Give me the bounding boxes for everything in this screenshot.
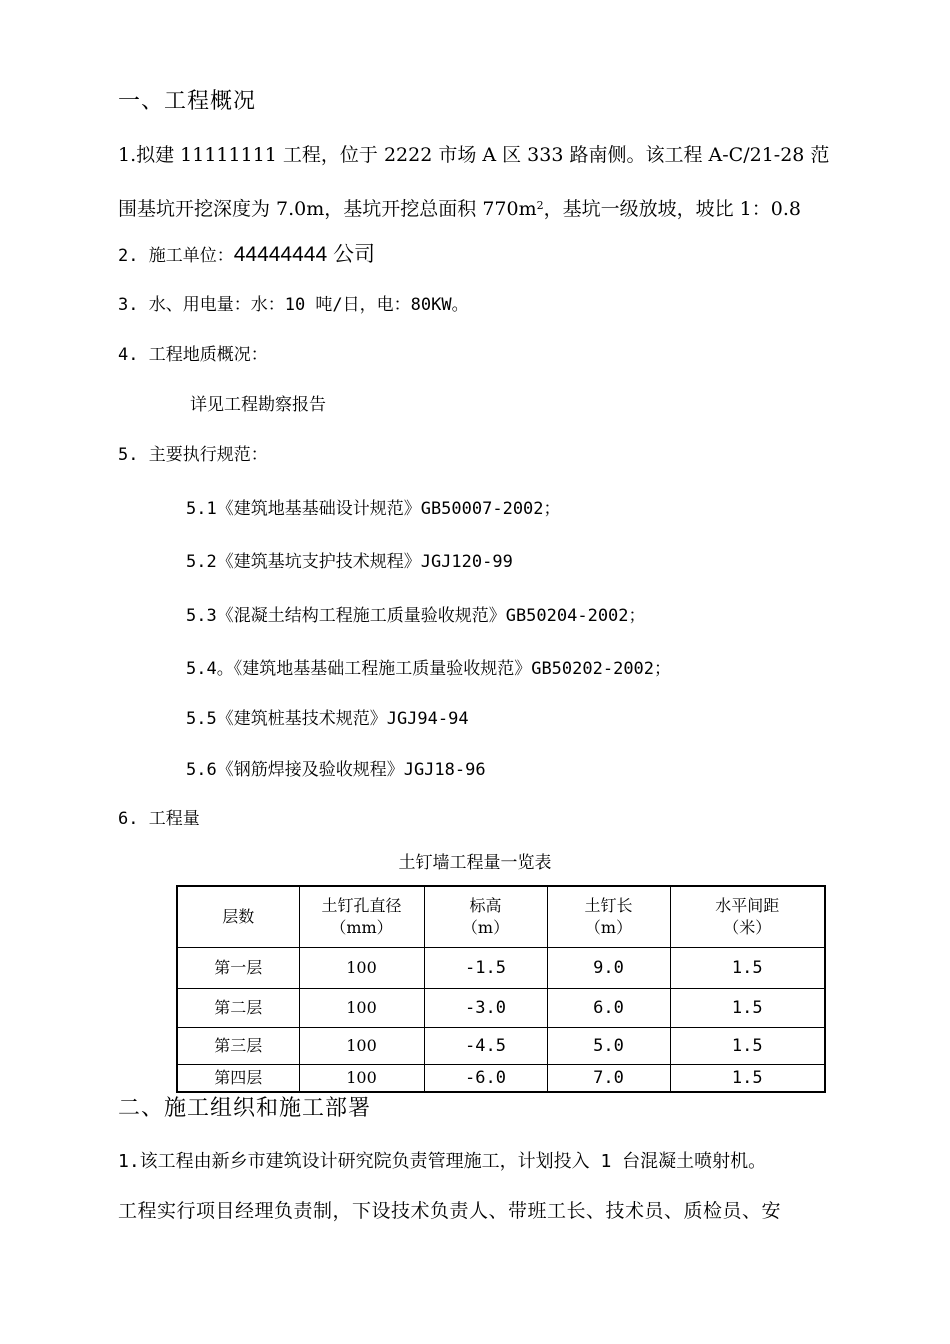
- construction-unit-label: 2. 施工单位：: [118, 246, 234, 266]
- construction-unit-value: 44444444 公司: [233, 243, 375, 266]
- geology-heading: 4. 工程地质概况：: [118, 345, 268, 365]
- section-1-heading: 一、工程概况: [118, 89, 257, 114]
- header-diameter: 土钉孔直径 （mm）: [299, 886, 424, 948]
- area-unit-superscript: 2: [536, 199, 544, 212]
- organization-line-1: 1.该工程由新乡市建筑设计研究院负责管理施工，计划投入 1 台混凝土喷射机。: [118, 1151, 767, 1172]
- table-header-row: [177, 886, 825, 948]
- quantity-heading: 6. 工程量: [118, 809, 200, 829]
- soil-nail-quantity-table: [176, 885, 826, 1093]
- spec-item: 5.2《建筑基坑支护技术规程》JGJ120-99: [186, 552, 513, 572]
- table-row: 第三层 100 -4.5 5.0 1.5: [177, 1028, 825, 1065]
- spec-item: 5.1《建筑地基基础设计规范》GB50007-2002；: [186, 499, 561, 519]
- spec-item: 5.4。《建筑地基基础工程施工质量验收规范》GB50202-2002；: [186, 659, 672, 679]
- project-description-line-1: 1.拟建 11111111 工程，位于 2222 市场 A 区 333 路南侧。该工程 A-C/21-28 范: [118, 144, 830, 166]
- excavation-text: 围基坑开挖深度为 7.0m，基坑开挖总面积 770m: [118, 198, 537, 220]
- table-row: 第二层 100 -3.0 6.0 1.5: [177, 989, 825, 1028]
- organization-line-2: 工程实行项目经理负责制，下设技术负责人、带班工长、技术员、质检员、安: [118, 1200, 782, 1222]
- header-length: 土钉长 （m）: [547, 886, 670, 948]
- utility-consumption: 3. 水、用电量：水：10 吨/日，电：80KW。: [118, 295, 469, 315]
- spec-item: 5.3《混凝土结构工程施工质量验收规范》GB50204-2002；: [186, 606, 646, 626]
- project-description-line-2: [118, 194, 801, 221]
- section-2-heading: 二、施工组织和施工部署: [118, 1096, 372, 1121]
- spec-item: 5.5《建筑桩基技术规范》JGJ94-94: [186, 709, 469, 729]
- header-layer: 层数: [177, 886, 299, 948]
- construction-unit-line: [118, 243, 375, 268]
- slope-text: ，基坑一级放坡，坡比 1：0.8: [543, 198, 801, 220]
- header-elevation: 标高 （m）: [424, 886, 547, 948]
- geology-detail: 详见工程勘察报告: [190, 395, 326, 415]
- header-spacing: 水平间距 （米）: [670, 886, 825, 948]
- table-row: 第一层 100 -1.5 9.0 1.5: [177, 948, 825, 989]
- table-row: 第四层 100 -6.0 7.0 1.5: [177, 1065, 825, 1093]
- table-caption: 土钉墙工程量一览表: [398, 853, 552, 873]
- spec-item: 5.6《钢筋焊接及验收规程》JGJ18-96: [186, 760, 486, 780]
- standards-heading: 5. 主要执行规范：: [118, 445, 268, 465]
